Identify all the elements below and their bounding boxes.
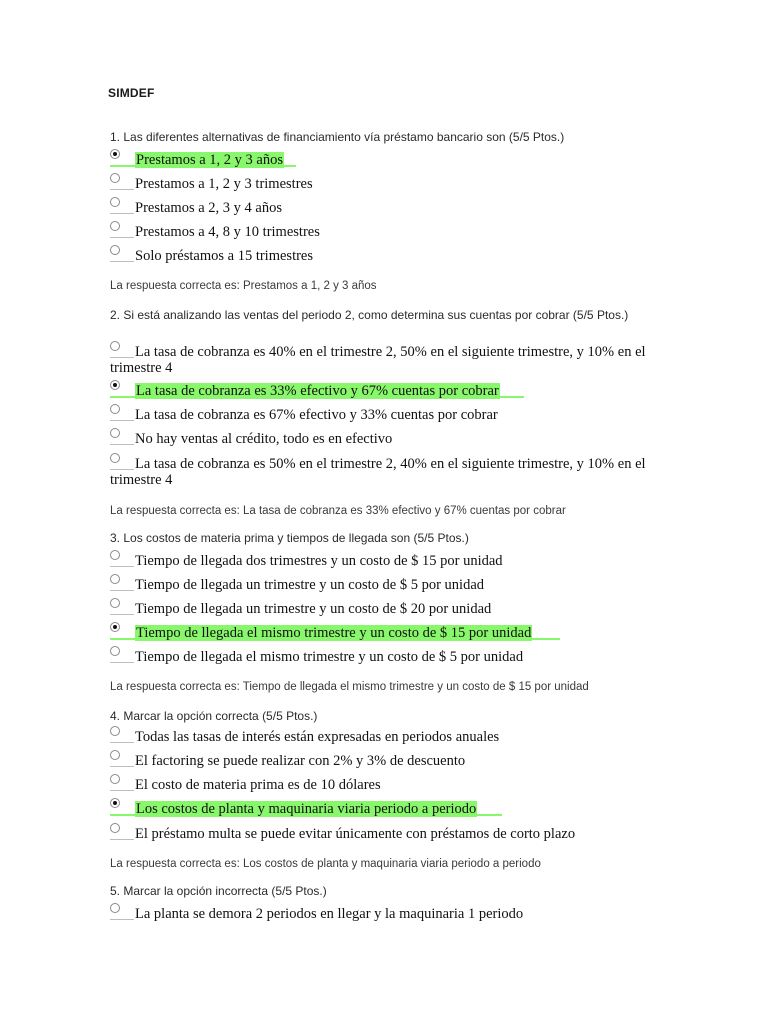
radio-underline xyxy=(110,237,134,238)
option-label: Solo préstamos a 15 trimestres xyxy=(135,248,314,264)
question-1-answer: La respuesta correcta es: Prestamos a 1, 2 y 3 años xyxy=(110,280,377,292)
option-label: La tasa de cobranza es 40% en el trimestre 2, 50% en el siguiente trimestre, y 10% en el trimestre 4 xyxy=(110,344,646,376)
radio-underline xyxy=(110,766,134,767)
question-4-answer: La respuesta correcta es: Los costos de planta y maquinaria viaria periodo a periodo xyxy=(110,858,541,870)
radio-selected-icon[interactable] xyxy=(110,798,120,808)
radio-icon[interactable] xyxy=(110,598,120,608)
radio-underline xyxy=(110,742,134,743)
option-label: Todas las tasas de interés están expresadas en periodos anuales xyxy=(135,729,500,745)
option-label: Prestamos a 2, 3 y 4 años xyxy=(135,200,282,216)
option-label: La tasa de cobranza es 67% efectivo y 33% cuentas por cobrar xyxy=(135,407,498,423)
radio-icon[interactable] xyxy=(110,173,120,183)
radio-icon[interactable] xyxy=(110,726,120,736)
option-label: El préstamo multa se puede evitar únicamente con préstamos de corto plazo xyxy=(135,826,576,842)
option-label: Tiempo de llegada el mismo trimestre y un costo de $ 5 por unidad xyxy=(135,649,524,665)
option-label: Los costos de planta y maquinaria viaria periodo a periodo xyxy=(136,801,477,817)
radio-selected-icon[interactable] xyxy=(110,149,120,159)
radio-icon[interactable] xyxy=(110,428,120,438)
radio-icon[interactable] xyxy=(110,574,120,584)
option-label: Tiempo de llegada un trimestre y un costo de $ 20 por unidad xyxy=(135,601,492,617)
question-1-prompt: 1. Las diferentes alternativas de financiamiento vía préstamo bancario son (5/5 Ptos.) xyxy=(110,130,565,144)
option-label: El costo de materia prima es de 10 dólares xyxy=(135,777,381,793)
radio-icon[interactable] xyxy=(110,404,120,414)
option-label: La planta se demora 2 periodos en llegar y la maquinaria 1 periodo xyxy=(135,906,524,922)
radio-underline xyxy=(110,919,134,920)
radio-icon[interactable] xyxy=(110,197,120,207)
option-label: Prestamos a 1, 2 y 3 trimestres xyxy=(135,176,313,192)
question-4-prompt: 4. Marcar la opción correcta (5/5 Ptos.) xyxy=(110,709,318,723)
radio-selected-icon[interactable] xyxy=(110,622,120,632)
radio-underline xyxy=(110,261,134,262)
radio-icon[interactable] xyxy=(110,750,120,760)
option-label: Prestamos a 1, 2 y 3 años xyxy=(136,152,283,168)
question-3-prompt: 3. Los costos de materia prima y tiempos de llegada son (5/5 Ptos.) xyxy=(110,531,469,545)
radio-underline xyxy=(110,614,134,615)
question-3-answer: La respuesta correcta es: Tiempo de llegada el mismo trimestre y un costo de $ 15 por unidad xyxy=(110,681,589,693)
question-5-prompt: 5. Marcar la opción incorrecta (5/5 Ptos.) xyxy=(110,884,327,898)
option-label: El factoring se puede realizar con 2% y 3% de descuento xyxy=(135,753,466,769)
radio-underline xyxy=(110,420,134,421)
radio-underline xyxy=(110,590,134,591)
radio-underline xyxy=(110,213,134,214)
option-label: La tasa de cobranza es 33% efectivo y 67% cuentas por cobrar xyxy=(136,383,499,399)
radio-underline xyxy=(110,790,134,791)
radio-underline xyxy=(110,189,134,190)
radio-icon[interactable] xyxy=(110,550,120,560)
radio-underline xyxy=(110,662,134,663)
radio-icon[interactable] xyxy=(110,221,120,231)
radio-underline xyxy=(110,444,134,445)
option-label: No hay ventas al crédito, todo es en efectivo xyxy=(135,431,393,447)
radio-selected-icon[interactable] xyxy=(110,380,120,390)
radio-underline xyxy=(110,566,134,567)
option-label: Prestamos a 4, 8 y 10 trimestres xyxy=(135,224,320,240)
option-label: Tiempo de llegada dos trimestres y un costo de $ 15 por unidad xyxy=(135,553,503,569)
radio-icon[interactable] xyxy=(110,774,120,784)
question-2-prompt: 2. Si está analizando las ventas del periodo 2, como determina sus cuentas por cobrar (5/5 Ptos.) xyxy=(110,308,629,322)
radio-icon[interactable] xyxy=(110,903,120,913)
option-label: Tiempo de llegada un trimestre y un costo de $ 5 por unidad xyxy=(135,577,485,593)
page-title: SIMDEF xyxy=(108,86,155,100)
radio-icon[interactable] xyxy=(110,823,120,833)
option-label: La tasa de cobranza es 50% en el trimestre 2, 40% en el siguiente trimestre, y 10% en el trimestre 4 xyxy=(110,456,646,488)
radio-icon[interactable] xyxy=(110,646,120,656)
radio-icon[interactable] xyxy=(110,245,120,255)
option-label: Tiempo de llegada el mismo trimestre y un costo de $ 15 por unidad xyxy=(136,625,532,641)
question-2-answer: La respuesta correcta es: La tasa de cobranza es 33% efectivo y 67% cuentas por cobrar xyxy=(110,505,566,517)
radio-underline xyxy=(110,839,134,840)
